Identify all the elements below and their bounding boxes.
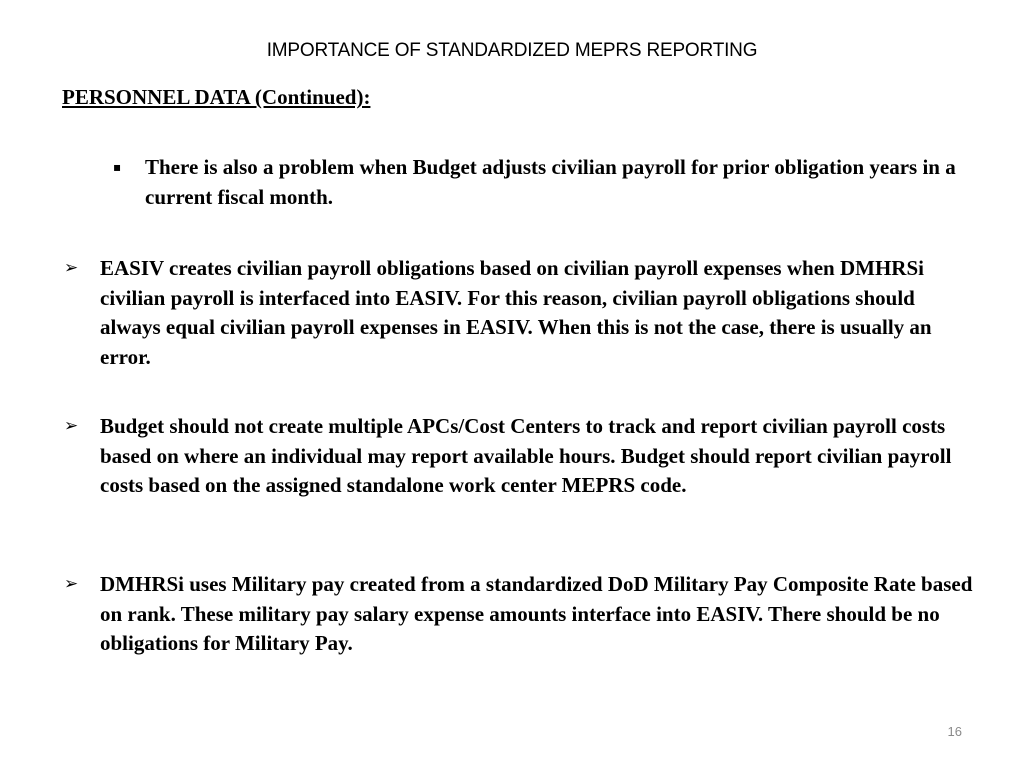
bullet-item-dmhrsi <box>64 570 980 659</box>
sub-bullet-item <box>113 153 965 212</box>
arrow-bullet-icon: ➢ <box>64 574 79 594</box>
arrow-bullet-icon: ➢ <box>64 416 79 436</box>
slide-title: IMPORTANCE OF STANDARDIZED MEPRS REPORTING <box>266 40 758 61</box>
section-heading: PERSONNEL DATA (Continued): <box>62 85 371 109</box>
page-number: 16 <box>947 724 962 739</box>
bullet-item-easiv <box>64 254 980 372</box>
bullet-text: EASIV creates civilian payroll obligations based on civilian payroll expenses when DMHRSi civilian payroll is interfaced into EASIV. For this reason, civilian payroll obligations should always equal civilian payroll expenses in EASIV. When this is not the case, there is usually an error. <box>100 256 932 369</box>
arrow-bullet-icon: ➢ <box>64 258 79 278</box>
bullet-text: DMHRSi uses Military pay created from a standardized DoD Military Pay Composite Rate based on rank. These military pay salary expense amounts interface into EASIV. There should be no obligations for Military Pay. <box>100 572 973 655</box>
bullet-item-budget <box>64 412 980 501</box>
sub-bullet-text: There is also a problem when Budget adjusts civilian payroll for prior obligation years in a current fiscal month. <box>145 155 956 209</box>
square-bullet-icon: ▪ <box>113 160 122 174</box>
bullet-text: Budget should not create multiple APCs/Cost Centers to track and report civilian payroll costs based on where an individual may report available hours. Budget should report civilian payroll costs based on the assigned standalone work center MEPRS code. <box>100 414 952 497</box>
